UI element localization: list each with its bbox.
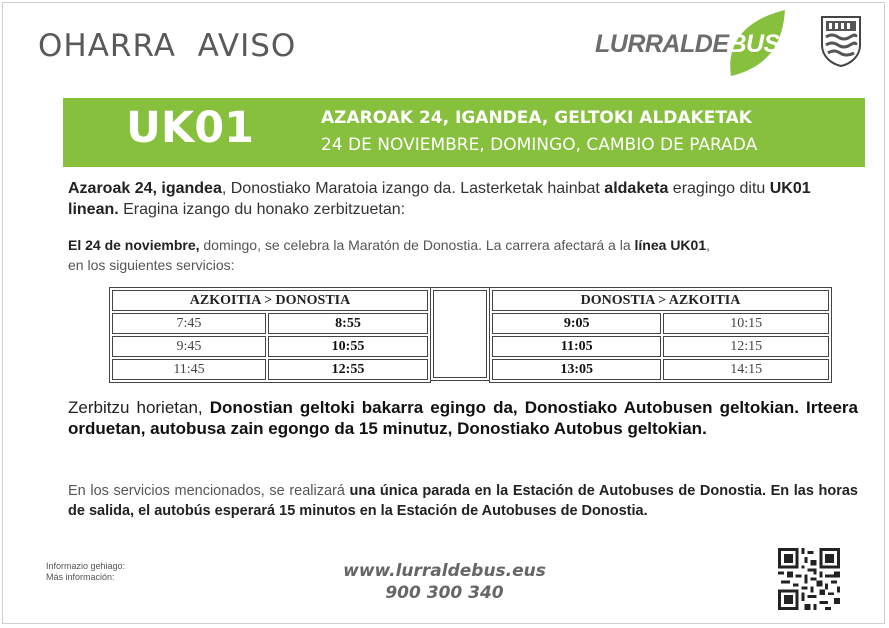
route-banner xyxy=(63,98,865,167)
lurraldebus-logo xyxy=(595,10,795,76)
table-row: 9:45 10:55 xyxy=(112,336,428,357)
route-code: UK01 xyxy=(126,103,255,153)
table-header: DONOSTIA > AZKOITIA xyxy=(492,290,829,311)
table-row: 11:45 12:55 xyxy=(112,359,428,380)
schedule-table-donostia-azkoitia xyxy=(489,287,832,383)
table-header: AZKOITIA > DONOSTIA xyxy=(112,290,428,311)
qr-code-icon xyxy=(778,548,840,610)
website-link[interactable]: www.lurraldebus.eus xyxy=(343,561,546,581)
notice-basque: Zerbitzu horietan, Donostian geltoki bakarra egingo da, Donostiako Autobusen geltokian. Irteera orduetan, autobusa zain egongo da 15 minutuz, Donostiako Autobus geltokian. xyxy=(68,398,858,438)
table-row: 7:45 8:55 xyxy=(112,313,428,334)
page-title: OHARRA AVISO xyxy=(38,28,297,64)
banner-title-eu: AZAROAK 24, IGANDEA, GELTOKI ALDAKETAK xyxy=(321,108,752,128)
table-row: 11:05 12:15 xyxy=(492,336,829,357)
schedule-table-azkoitia-donostia xyxy=(109,287,431,383)
phone-number: 900 300 340 xyxy=(385,583,504,603)
intro-spanish: El 24 de noviembre, domingo, se celebra la Maratón de Donostia. La carrera afectará a la línea UK01, en los siguientes servicios: xyxy=(68,237,711,273)
notice-spanish: En los servicios mencionados, se realizará una única parada en la Estación de Autobuses de Donostia. En las horas de salida, el autobús esperará 15 minutos en la Estación de Autobuses de Donostia. xyxy=(68,483,858,519)
more-info-label: Informazio gehiago: Más información: xyxy=(46,561,126,582)
intro-basque: Azaroak 24, igandea, Donostiako Maratoia izango da. Lasterketak hainbat aldaketa eragingo ditu UK01 linean. Eragina izango du honako zerbitzuetan: xyxy=(68,180,811,218)
table-row: 13:05 14:15 xyxy=(492,359,829,380)
table-row: 9:05 10:15 xyxy=(492,313,829,334)
contact-info xyxy=(0,560,889,604)
banner-title-es: 24 DE NOVIEMBRE, DOMINGO, CAMBIO DE PARADA xyxy=(321,135,758,155)
brand-wordmark: LURRALDEBUS xyxy=(595,30,780,58)
table-spacer xyxy=(430,287,490,381)
gipuzkoa-crest-icon xyxy=(820,15,862,67)
